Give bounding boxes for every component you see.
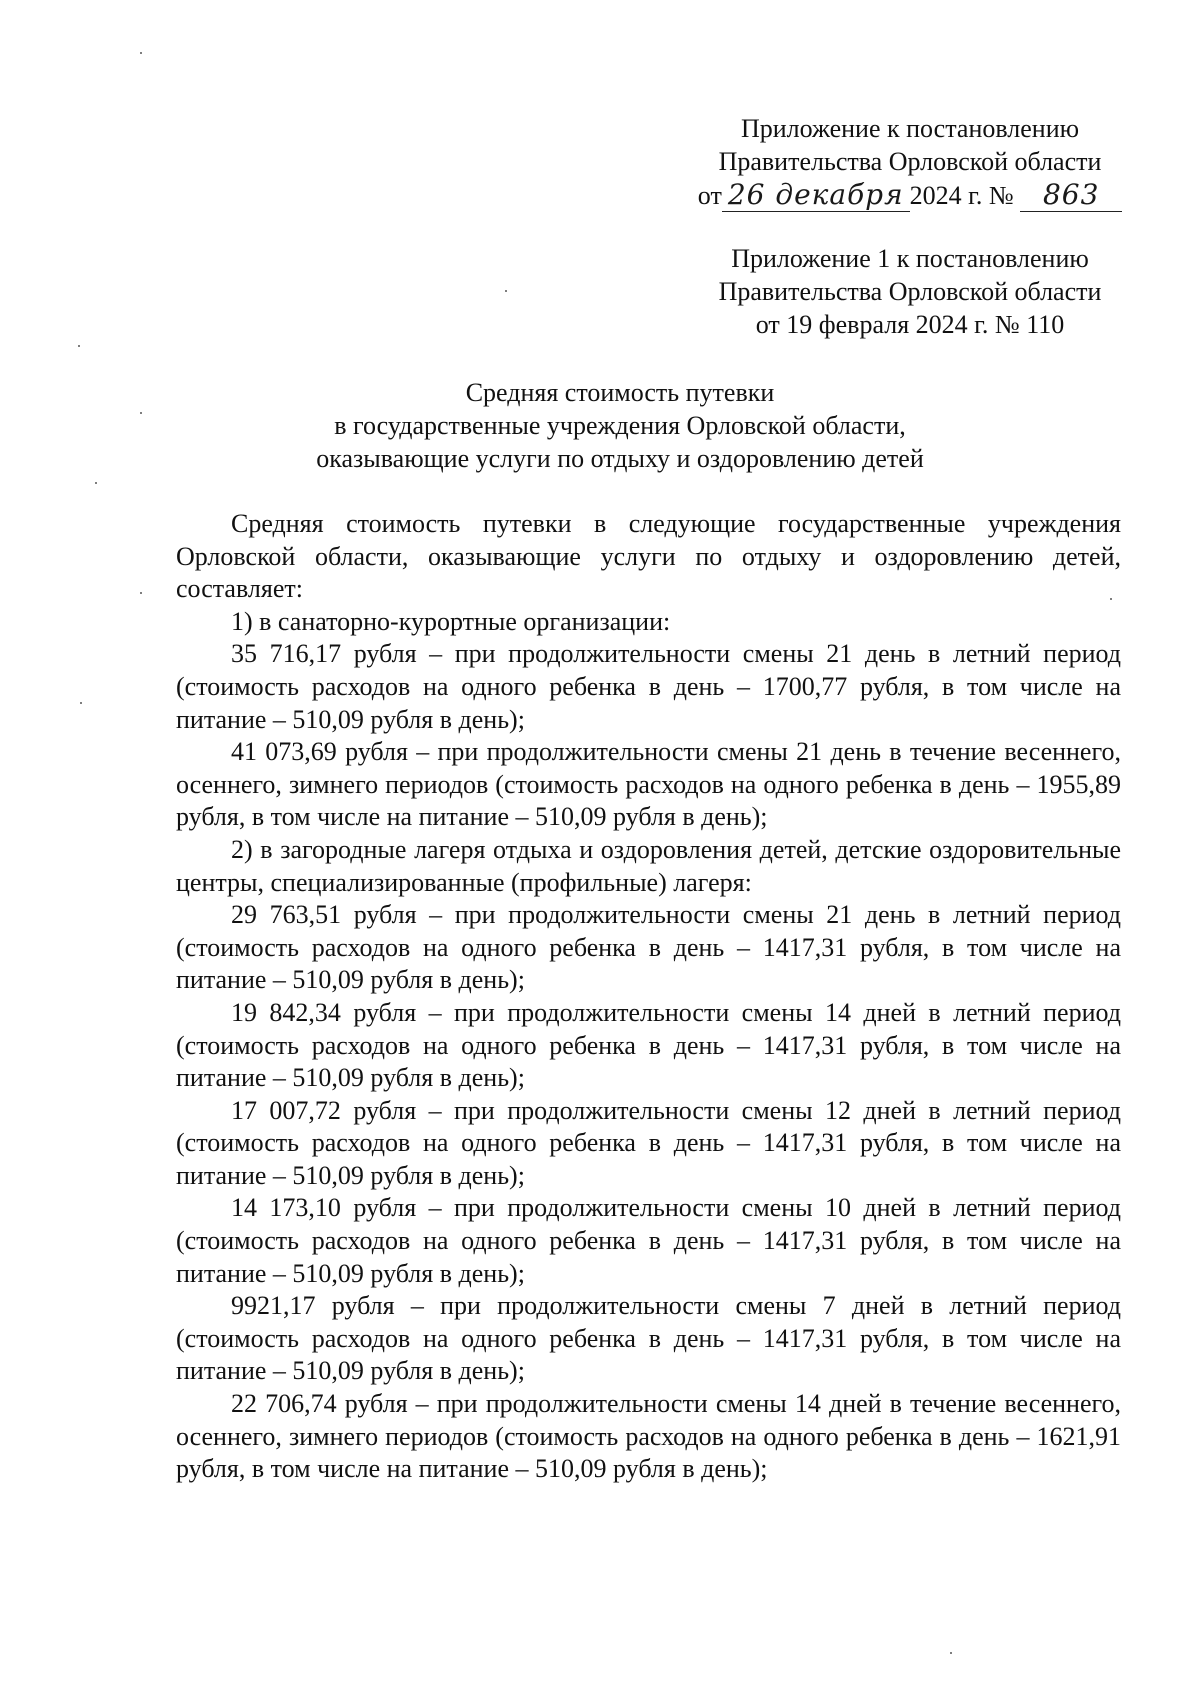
approval-line-1: Приложение к постановлению xyxy=(740,114,1080,143)
body-paragraph: 41 073,69 рубля – при продолжительности смены 21 день в течение весеннего, осеннего, зимнего периодов (стоимость расходов на одного ребенка в день – 1955,89 рубля, в том числе на питание – 510,09 рубля в день); xyxy=(176,737,1121,832)
body-paragraph: 29 763,51 рубля – при продолжительности смены 21 день в летний период (стоимость расходов на одного ребенка в день – 1417,31 рубля, в том числе на питание – 510,09 рубля в день); xyxy=(176,900,1121,995)
body-paragraph: 35 716,17 рубля – при продолжительности смены 21 день в летний период (стоимость расходов на одного ребенка в день – 1700,77 рубля, в том числе на питание – 510,09 рубля в день); xyxy=(176,639,1121,734)
title-line-1: Средняя стоимость путевки xyxy=(465,378,775,407)
scan-speck xyxy=(950,1652,952,1654)
body-paragraph: Средняя стоимость путевки в следующие государственные учреждения Орловской области, оказывающие услуги по отдыху и оздоровлению детей, составляет: xyxy=(176,509,1121,604)
appendix-line-1: Приложение 1 к постановлению xyxy=(731,244,1089,273)
body-paragraph: 2) в загородные лагеря отдыха и оздоровления детей, детские оздоровительные центры, специализированные (профильные) лагеря: xyxy=(176,834,1121,897)
body-paragraph: 14 173,10 рубля – при продолжительности смены 10 дней в летний период (стоимость расходов на одного ребенка в день – 1417,31 рубля, в том числе на питание – 510,09 рубля в день); xyxy=(176,1193,1121,1288)
document-body xyxy=(176,508,1121,1486)
scan-speck xyxy=(140,52,142,54)
body-paragraph: 1) в санаторно-курортные организации: xyxy=(231,606,671,636)
scan-speck xyxy=(505,290,507,292)
approval-date-row xyxy=(690,178,1130,212)
body-paragraph: 9921,17 рубля – при продолжительности смены 7 дней в летний период (стоимость расходов на одного ребенка в день – 1417,31 рубля, в том числе на питание – 510,09 рубля в день); xyxy=(176,1291,1121,1386)
scan-speck xyxy=(140,592,142,594)
body-paragraph: 19 842,34 рубля – при продолжительности смены 14 дней в летний период (стоимость расходов на одного ребенка в день – 1417,31 рубля, в том числе на питание – 510,09 рубля в день); xyxy=(176,997,1121,1093)
scan-speck xyxy=(80,702,82,704)
appendix-line-3: от 19 февраля 2024 г. № 110 xyxy=(755,310,1065,339)
approval-line-2: Правительства Орловской области xyxy=(718,147,1102,176)
scan-speck xyxy=(78,345,80,347)
scan-speck xyxy=(95,482,97,484)
body-paragraph: 17 007,72 рубля – при продолжительности смены 12 дней в летний период (стоимость расходов на одного ребенка в день – 1417,31 рубля, в том числе на питание – 510,09 рубля в день); xyxy=(176,1095,1121,1190)
title-line-3: оказывающие услуги по отдыху и оздоровлению детей xyxy=(316,444,924,473)
approval-date-suffix: 2024 г. № xyxy=(909,181,1014,210)
title-line-2: в государственные учреждения Орловской области, xyxy=(334,411,906,440)
appendix-line-2: Правительства Орловской области xyxy=(718,277,1102,306)
appendix-header xyxy=(690,242,1130,341)
scan-speck xyxy=(140,412,142,414)
approval-date-prefix: от xyxy=(697,181,722,210)
approval-header xyxy=(690,112,1130,212)
document-title xyxy=(170,376,1070,475)
handwritten-number: 863 xyxy=(1020,178,1122,212)
body-paragraph: 22 706,74 рубля – при продолжительности смены 14 дней в течение весеннего, осеннего, зимнего периодов (стоимость расходов на одного ребенка в день – 1621,91 рубля, в том числе на питание – 510,09 рубля в день); xyxy=(176,1389,1121,1484)
handwritten-date: 26 декабря xyxy=(722,178,910,212)
